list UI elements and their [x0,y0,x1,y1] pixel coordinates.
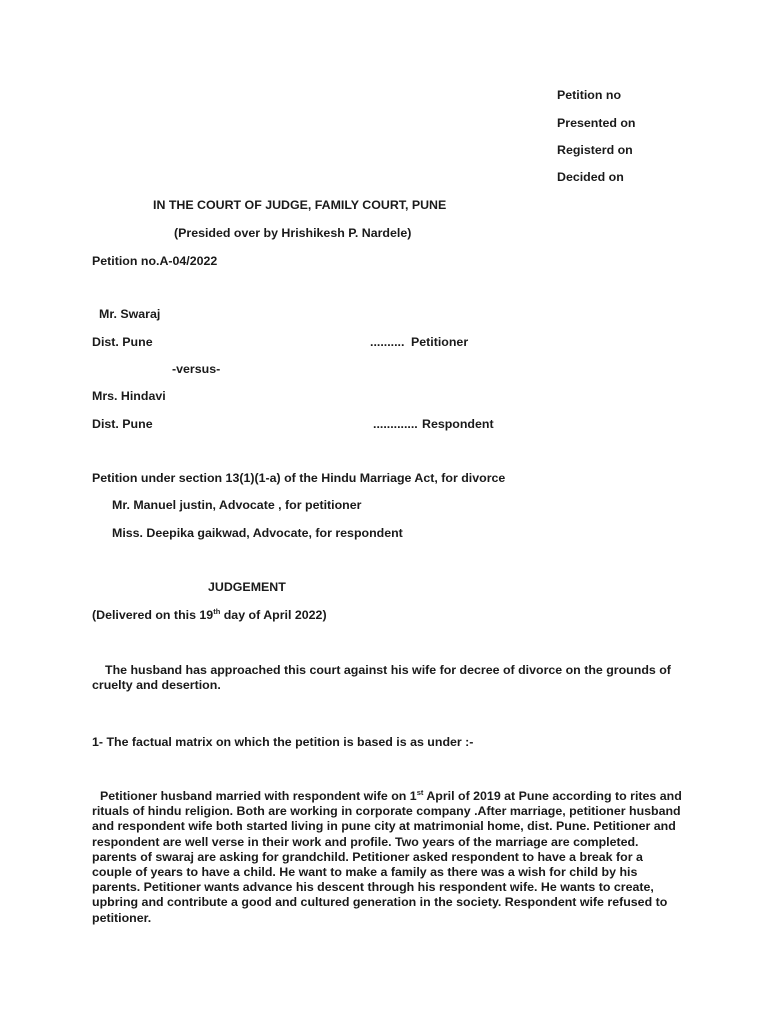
petitioner-district: Dist. Pune [92,335,153,349]
delivered-ordinal: th [213,606,221,616]
presented-on-label: Presented on [557,116,636,130]
facts-suffix: April of 2019 at Pune according to rites and rituals of hindu religion. Both are working in corporate company .After marriage, petitioner husband and respondent wife both started living in pune city at matrimonial home, dist. Pune. Petitioner and respondent are well verse in their work and profile. Two years of the marriage are completed. parents of swaraj are asking for grandchild. Petitioner asked respondent to have a break for a couple of years to have a child. He want to make a family as there was a wish for child by his parents. Petitioner wants advance his descent through his respondent wife. He wants to create, upbring and contribute a good and cultured generation in the society. Respondent wife refused to petitioner. [92,789,682,925]
petitioner-advocate: Mr. Manuel justin, Advocate , for petitioner [112,498,362,512]
registered-on-label: Registerd on [557,143,633,157]
respondent-advocate: Miss. Deepika gaikwad, Advocate, for respondent [112,526,403,540]
petition-no-label: Petition no [557,88,622,102]
decided-on-label: Decided on [557,170,624,184]
versus-label: -versus- [172,362,221,376]
respondent-role: Respondent [422,417,494,431]
petitioner-dots: .......... [370,335,405,349]
delivered-on-line [92,608,327,623]
presided-by: (Presided over by Hrishikesh P. Nardele) [174,226,412,240]
court-name: IN THE COURT OF JUDGE, FAMILY COURT, PUNE [153,198,447,212]
delivered-suffix: day of April 2022) [220,608,327,622]
intro-paragraph: The husband has approached this court against his wife for decree of divorce on the grounds of cruelty and desertion. [92,663,671,693]
facts-paragraph [92,789,682,926]
section-1-heading: 1- The factual matrix on which the petition is based is as under :- [92,735,474,749]
judgement-heading: JUDGEMENT [208,580,286,594]
respondent-dots: ............. [373,417,418,431]
petition-number: Petition no.A-04/2022 [92,254,218,268]
facts-prefix: Petitioner husband married with respondent wife on 1 [100,789,417,803]
petitioner-name: Mr. Swaraj [99,307,161,321]
respondent-district: Dist. Pune [92,417,153,431]
respondent-name: Mrs. Hindavi [92,389,166,403]
delivered-prefix: (Delivered on this 19 [92,608,214,622]
facts-ordinal: st [416,787,424,797]
petitioner-role: Petitioner [411,335,469,349]
petition-section: Petition under section 13(1)(1-a) of the Hindu Marriage Act, for divorce [92,471,506,485]
